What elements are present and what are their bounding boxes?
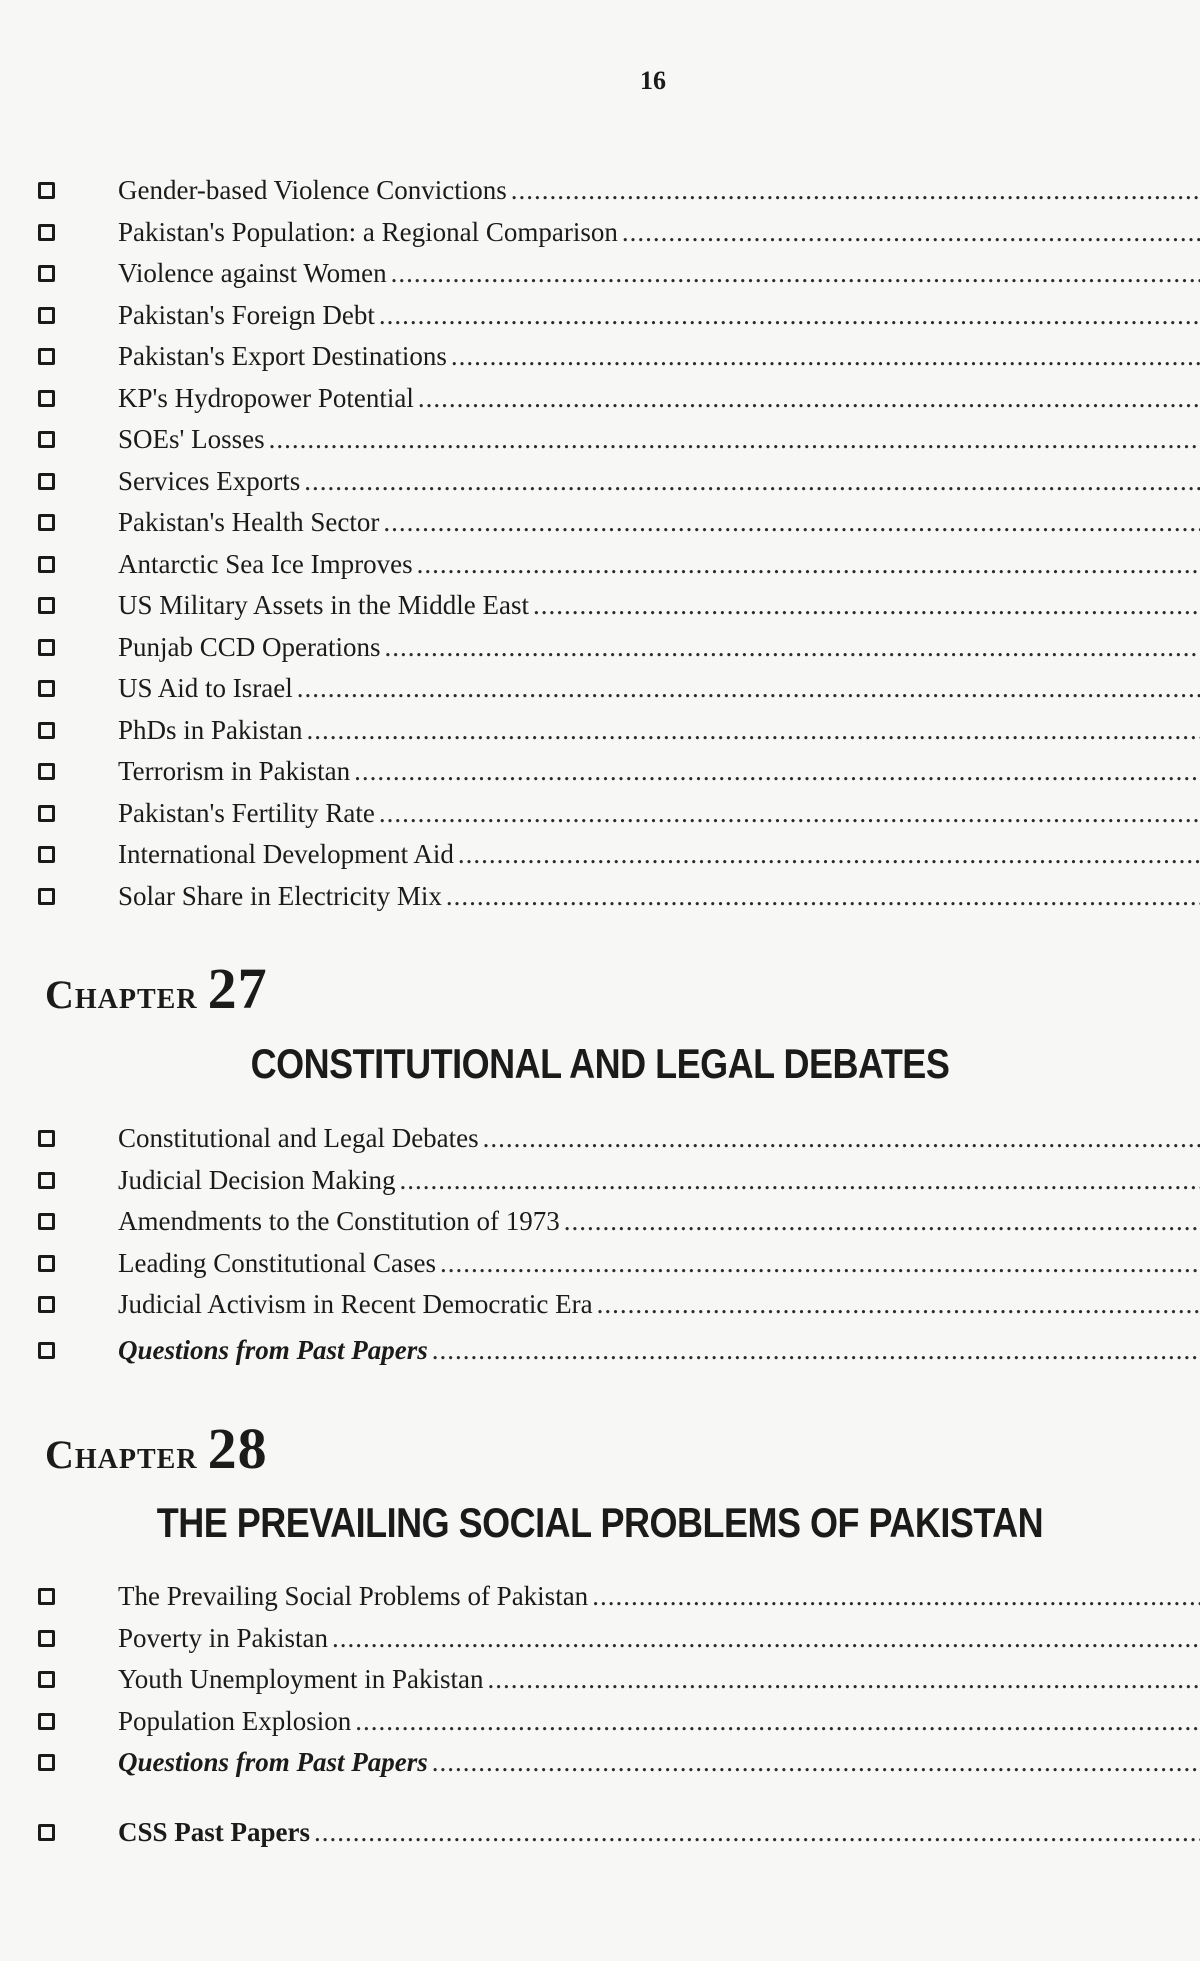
checkbox-icon[interactable] — [38, 639, 55, 656]
toc-item-label: The Prevailing Social Problems of Pakistan — [118, 1581, 589, 1612]
checkbox-icon[interactable] — [38, 680, 55, 697]
dot-leader — [391, 258, 1200, 289]
checkbox-icon[interactable] — [38, 1172, 55, 1189]
checkbox-icon[interactable] — [38, 1713, 55, 1730]
toc-item[interactable] — [0, 502, 1200, 544]
toc-item-label: Pakistan's Export Destinations — [118, 341, 447, 372]
toc-list-top — [0, 170, 1200, 917]
chapter-heading — [45, 1415, 268, 1482]
toc-list-chapter-28 — [0, 1576, 1200, 1784]
dot-leader — [269, 424, 1200, 455]
checkbox-icon[interactable] — [38, 1255, 55, 1272]
toc-item[interactable] — [0, 212, 1200, 254]
toc-item-label: Punjab CCD Operations — [118, 631, 381, 662]
toc-item-label: PhDs in Pakistan — [118, 714, 303, 745]
dot-leader — [383, 507, 1200, 538]
dot-leader — [417, 549, 1200, 580]
toc-item[interactable] — [0, 1284, 1200, 1326]
checkbox-icon[interactable] — [38, 1130, 55, 1147]
checkbox-icon[interactable] — [38, 597, 55, 614]
checkbox-icon[interactable] — [38, 846, 55, 863]
toc-item[interactable] — [0, 1576, 1200, 1618]
toc-item-label: KP's Hydropower Potential — [118, 382, 414, 413]
dot-leader — [533, 590, 1200, 621]
toc-item[interactable] — [0, 585, 1200, 627]
toc-item[interactable] — [0, 1742, 1200, 1784]
toc-item[interactable] — [0, 1201, 1200, 1243]
toc-item-label: Population Explosion — [118, 1705, 352, 1736]
dot-leader — [622, 217, 1200, 248]
checkbox-icon[interactable] — [38, 556, 55, 573]
toc-item[interactable] — [0, 1618, 1200, 1660]
checkbox-icon[interactable] — [38, 763, 55, 780]
dot-leader — [458, 839, 1200, 870]
toc-item-label: Amendments to the Constitution of 1973 — [118, 1206, 560, 1237]
checkbox-icon[interactable] — [38, 888, 55, 905]
toc-item-label: Pakistan's Fertility Rate — [118, 797, 375, 828]
toc-item-label: SOEs' Losses — [118, 424, 265, 455]
toc-item-label: Poverty in Pakistan — [118, 1622, 328, 1653]
checkbox-icon[interactable] — [38, 1342, 55, 1359]
dot-leader — [379, 300, 1200, 331]
dot-leader — [355, 1706, 1200, 1737]
dot-leader — [488, 1664, 1200, 1695]
toc-item[interactable] — [0, 751, 1200, 793]
toc-list-final — [0, 1812, 1200, 1854]
checkbox-icon[interactable] — [38, 473, 55, 490]
dot-leader — [399, 1165, 1200, 1196]
toc-item-label: Pakistan's Foreign Debt — [118, 299, 375, 330]
toc-item[interactable] — [0, 253, 1200, 295]
toc-item[interactable] — [0, 1701, 1200, 1743]
checkbox-icon[interactable] — [38, 307, 55, 324]
dot-leader — [304, 466, 1200, 497]
toc-item[interactable] — [0, 1326, 1200, 1376]
toc-item-label: US Military Assets in the Middle East — [118, 590, 529, 621]
toc-item[interactable] — [0, 710, 1200, 752]
checkbox-icon[interactable] — [38, 390, 55, 407]
toc-item-label: Constitutional and Legal Debates — [118, 1123, 479, 1154]
chapter-number: 28 — [207, 1416, 268, 1481]
toc-item-label: Judicial Decision Making — [118, 1164, 396, 1195]
toc-item-label: US Aid to Israel — [118, 673, 293, 704]
checkbox-icon[interactable] — [38, 805, 55, 822]
checkbox-icon[interactable] — [38, 722, 55, 739]
dot-leader — [446, 881, 1200, 912]
checkbox-icon[interactable] — [38, 224, 55, 241]
toc-item-label: International Development Aid — [118, 839, 454, 870]
checkbox-icon[interactable] — [38, 1824, 55, 1841]
dot-leader — [440, 1248, 1200, 1279]
toc-item-label: Questions from Past Papers — [118, 1747, 428, 1778]
toc-item[interactable] — [0, 1160, 1200, 1202]
toc-item[interactable] — [0, 1659, 1200, 1701]
toc-item-label: Solar Share in Electricity Mix — [118, 880, 442, 911]
chapter-title: THE PREVAILING SOCIAL PROBLEMS OF PAKISTAN — [156, 1498, 1044, 1546]
checkbox-icon[interactable] — [38, 182, 55, 199]
checkbox-icon[interactable] — [38, 265, 55, 282]
dot-leader — [511, 175, 1200, 206]
toc-item[interactable] — [0, 627, 1200, 669]
dot-leader — [354, 756, 1200, 787]
dot-leader — [332, 1623, 1200, 1654]
chapter-label: Chapter — [45, 972, 198, 1017]
toc-item-label: Terrorism in Pakistan — [118, 756, 351, 787]
dot-leader — [483, 1123, 1200, 1154]
toc-item-label: Youth Unemployment in Pakistan — [118, 1664, 484, 1695]
checkbox-icon[interactable] — [38, 1588, 55, 1605]
toc-list-chapter-27 — [0, 1118, 1200, 1376]
toc-item-label: Services Exports — [118, 465, 301, 496]
checkbox-icon[interactable] — [38, 1296, 55, 1313]
dot-leader — [297, 673, 1200, 704]
checkbox-icon[interactable] — [38, 514, 55, 531]
checkbox-icon[interactable] — [38, 1213, 55, 1230]
toc-item[interactable] — [0, 461, 1200, 503]
dot-leader — [307, 715, 1200, 746]
toc-item-label: Judicial Activism in Recent Democratic Era — [118, 1289, 593, 1320]
checkbox-icon[interactable] — [38, 431, 55, 448]
toc-item-label: Questions from Past Papers — [118, 1335, 428, 1365]
dot-leader — [432, 1747, 1200, 1778]
dot-leader — [597, 1289, 1200, 1320]
page-number: 16 — [640, 66, 666, 95]
toc-item[interactable] — [0, 295, 1200, 337]
toc-item-label: Violence against Women — [118, 258, 387, 289]
toc-item[interactable] — [0, 378, 1200, 420]
toc-item-label: Pakistan's Health Sector — [118, 507, 380, 538]
toc-item[interactable] — [0, 1812, 1200, 1854]
toc-item[interactable] — [0, 170, 1200, 212]
toc-item[interactable] — [0, 419, 1200, 461]
toc-item-label: Pakistan's Population: a Regional Comparison — [118, 216, 618, 247]
toc-item-label: Gender-based Violence Convictions — [118, 175, 507, 206]
dot-leader — [432, 1335, 1200, 1366]
toc-item[interactable] — [0, 793, 1200, 835]
toc-item[interactable] — [0, 1243, 1200, 1285]
dot-leader — [385, 632, 1200, 663]
toc-item[interactable] — [0, 1118, 1200, 1160]
chapter-number: 27 — [207, 956, 268, 1021]
toc-item[interactable] — [0, 834, 1200, 876]
toc-item-label: Antarctic Sea Ice Improves — [118, 548, 413, 579]
dot-leader — [564, 1206, 1200, 1237]
checkbox-icon[interactable] — [38, 1630, 55, 1647]
dot-leader — [314, 1817, 1200, 1848]
checkbox-icon[interactable] — [38, 1754, 55, 1771]
toc-item-label: CSS Past Papers — [118, 1817, 311, 1848]
dot-leader — [592, 1581, 1200, 1612]
toc-item[interactable] — [0, 668, 1200, 710]
toc-item[interactable] — [0, 876, 1200, 918]
toc-item[interactable] — [0, 336, 1200, 378]
chapter-heading — [45, 955, 268, 1022]
checkbox-icon[interactable] — [38, 1671, 55, 1688]
dot-leader — [451, 341, 1200, 372]
toc-item-label: Leading Constitutional Cases — [118, 1247, 436, 1278]
toc-item[interactable] — [0, 544, 1200, 586]
chapter-label: Chapter — [45, 1432, 198, 1477]
checkbox-icon[interactable] — [38, 348, 55, 365]
dot-leader — [418, 383, 1200, 414]
chapter-title: CONSTITUTIONAL AND LEGAL DEBATES — [250, 1039, 950, 1087]
dot-leader — [379, 798, 1200, 829]
